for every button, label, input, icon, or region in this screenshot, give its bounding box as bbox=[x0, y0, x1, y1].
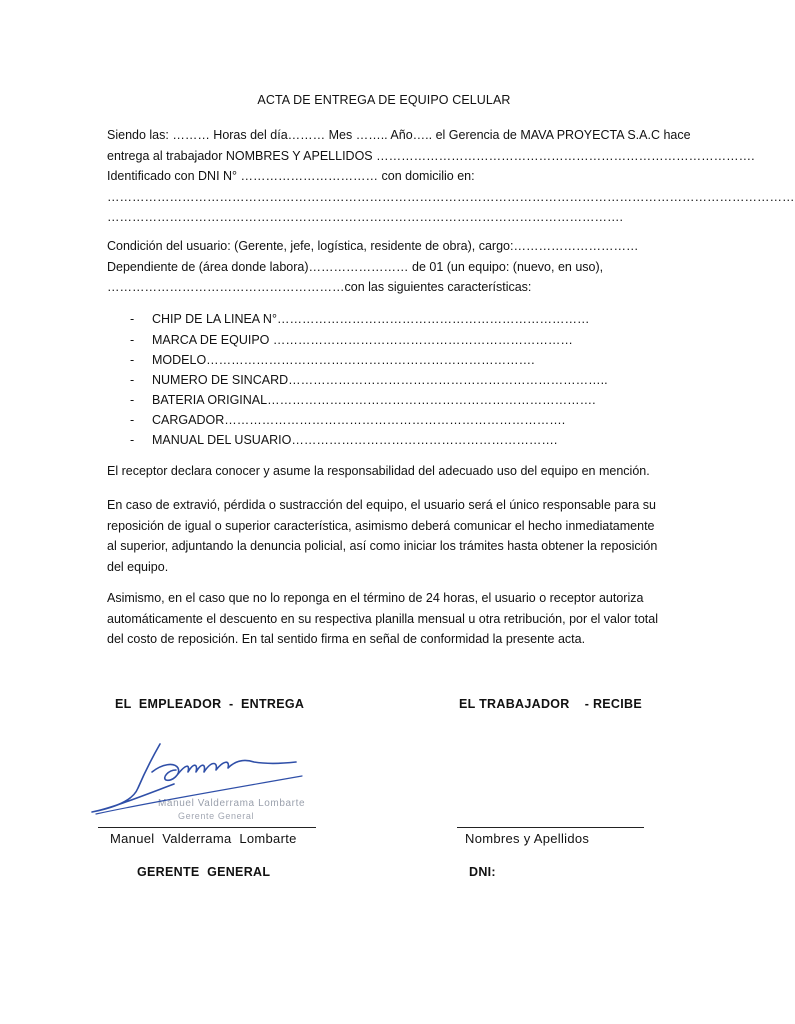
employer-name: Manuel Valderrama Lombarte bbox=[110, 831, 297, 846]
list-item-text: MANUAL DEL USUARIO………………………………………………………. bbox=[152, 433, 558, 447]
stamp-name: Manuel Valderrama Lombarte bbox=[158, 798, 306, 809]
intro-paragraph bbox=[107, 125, 795, 228]
intro-line: Siendo las: ……… Horas del día……… Mes …….. Año….. el Gerencia de MAVA PROYECTA S.A.C hace bbox=[107, 128, 691, 142]
employer-role: GERENTE GENERAL bbox=[137, 865, 271, 879]
list-item bbox=[130, 312, 589, 326]
handwritten-signature bbox=[82, 738, 322, 828]
list-bullet: - bbox=[130, 312, 135, 326]
list-item-text: BATERIA ORIGINAL……………………………………………………………………. bbox=[152, 393, 596, 407]
list-bullet: - bbox=[130, 333, 135, 347]
authorization-paragraph: Asimismo, en el caso que no lo reponga en el término de 24 horas, el usuario o receptor autoriza automáticamente el descuento en su respectiva planilla mensual u otra retribución, por el valor total del costo de reposición. En tal sentido firma en señal de conformidad la presente acta. bbox=[107, 591, 659, 646]
intro-line: Identificado con DNI N° …………………………… con domicilio en: bbox=[107, 169, 475, 183]
stamp-role: Gerente General bbox=[178, 811, 255, 821]
loss-paragraph: En caso de extravió, pérdida o sustracción del equipo, el usuario será el único responsable para su reposición de igual o superior característica, asimismo deberá comunicar el hecho inmediatamente al superior, adjuntando la denuncia policial, así como iniciar los trámites hasta obtener la reposición del equipo. bbox=[107, 498, 658, 574]
employer-heading: EL EMPLEADOR - ENTREGA bbox=[115, 697, 305, 711]
worker-heading: EL TRABAJADOR - RECIBE bbox=[459, 697, 642, 711]
intro-line: ……………………………………………………………………………………………………………. bbox=[107, 210, 623, 224]
condition-line: …………………………………………………con las siguientes características: bbox=[107, 280, 532, 294]
list-bullet: - bbox=[130, 393, 135, 407]
document-title: ACTA DE ENTREGA DE EQUIPO CELULAR bbox=[257, 93, 511, 107]
list-item-text: NUMERO DE SINCARD………………………………………………………………….. bbox=[152, 373, 608, 387]
signature-stamp bbox=[158, 798, 305, 821]
intro-line: entrega al trabajador NOMBRES Y APELLIDOS ………………………………………………………………………………. bbox=[107, 148, 755, 163]
condition-paragraph bbox=[107, 236, 662, 298]
list-item-text: MARCA DE EQUIPO ……………………………………………………………… bbox=[152, 333, 573, 347]
declaration-paragraph: El receptor declara conocer y asume la responsabilidad del adecuado uso del equipo en mención. bbox=[107, 464, 650, 478]
worker-dni: DNI: bbox=[469, 865, 496, 879]
list-bullet: - bbox=[130, 373, 135, 387]
list-item-text: MODELO……………………………………………………………………. bbox=[152, 353, 535, 367]
condition-line: Dependiente de (área donde labora)…………………… de 01 (un equipo: (nuevo, en uso), bbox=[107, 259, 604, 274]
list-item-text: CARGADOR………………………………………………………………………. bbox=[152, 413, 566, 427]
list-item-text: CHIP DE LA LINEA N°………………………………………………………………… bbox=[152, 312, 590, 326]
employer-signature-line bbox=[98, 827, 316, 828]
intro-line: ………………………………………………………………………………………………………………………………………………… bbox=[107, 189, 795, 204]
list-bullet: - bbox=[130, 413, 135, 427]
list-item bbox=[130, 333, 573, 347]
list-bullet: - bbox=[130, 353, 135, 367]
list-item bbox=[130, 373, 608, 387]
worker-name: Nombres y Apellidos bbox=[465, 831, 590, 846]
worker-signature-line bbox=[457, 827, 644, 828]
condition-line: Condición del usuario: (Gerente, jefe, logística, residente de obra), cargo:………………………… bbox=[107, 239, 639, 253]
list-item bbox=[130, 393, 596, 407]
list-bullet: - bbox=[130, 433, 135, 447]
list-item bbox=[130, 433, 557, 447]
list-item bbox=[130, 353, 535, 367]
list-item bbox=[130, 413, 565, 427]
